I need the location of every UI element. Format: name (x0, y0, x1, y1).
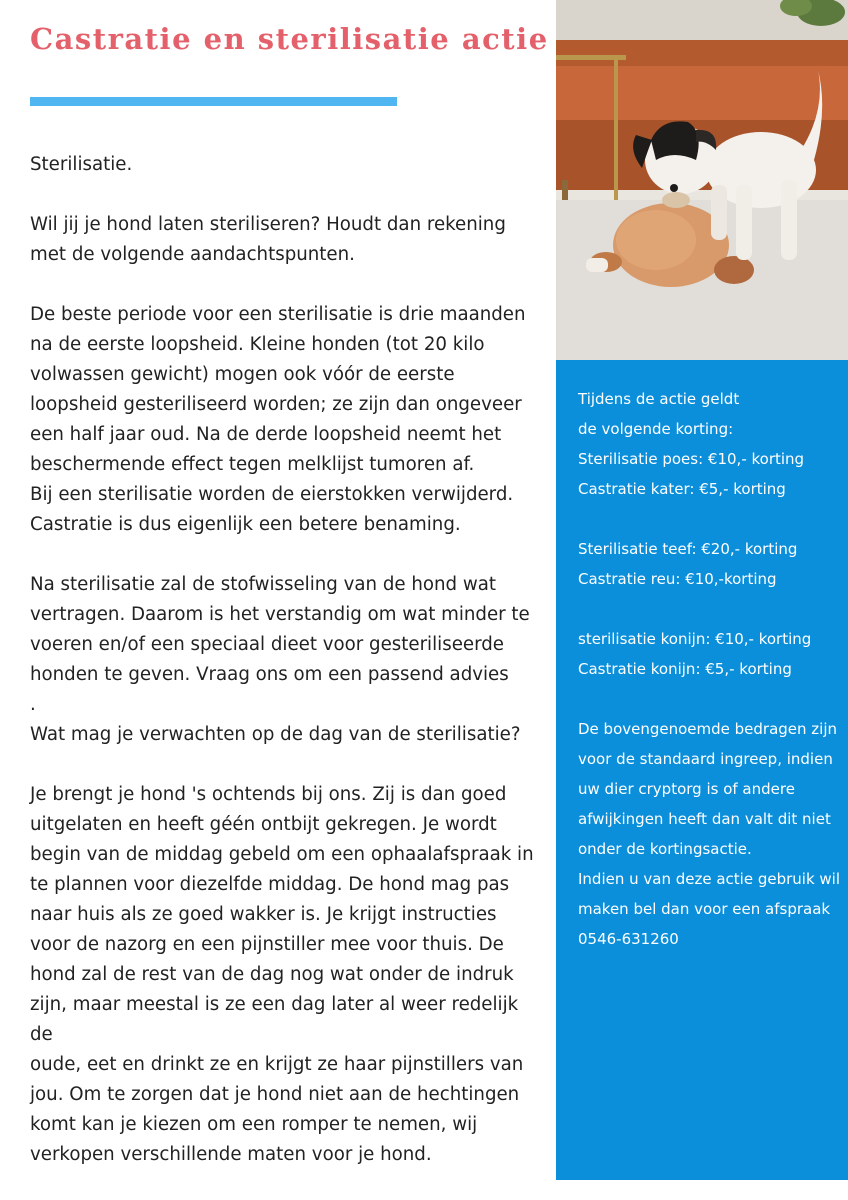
article-intro-paragraph: Wil jij je hond laten steriliseren? Houdt dan rekening met de volgende aandachtspunten. (30, 214, 506, 265)
title-accent-bar (30, 97, 397, 106)
article-metabolism-paragraph: Na sterilisatie zal de stofwisseling van de hond wat vertragen. Daarom is het verstandig om wat minder te voeren en/of een speciaal dieet voor gesteriliseerde honden te geven. Vraag ons om een passend advies . Wat mag je verwachten op de dag van de sterilisatie? (30, 574, 530, 745)
discount-panel (556, 360, 848, 1180)
discount-dogs: Sterilisatie teef: €20,- korting Castratie reu: €10,-korting (578, 540, 798, 588)
article-heading: Sterilisatie. (30, 154, 133, 175)
dog-photo (556, 0, 848, 360)
discount-text (578, 384, 843, 954)
article-timing-paragraph: De beste periode voor een sterilisatie is drie maanden na de eerste loopsheid. Kleine honden (tot 20 kilo volwassen gewicht) mogen ook vóór de eerste loopsheid gesteriliseerd worden; ze zijn dan ongeveer een half jaar oud. Na de derde loopsheid neemt het beschermende effect tegen melklijst tumoren af. Bij een sterilisatie worden de eierstokken verwijderd. Castratie is dus eigenlijk een betere benaming. (30, 304, 526, 535)
article-body (30, 150, 540, 1170)
page-title: Castratie en sterilisatie actie (30, 22, 549, 56)
article-day-of-paragraph: Je brengt je hond 's ochtends bij ons. Zij is dan goed uitgelaten en heeft géén ontbijt gekregen. Je wordt begin van de middag gebeld om een ophaalafspraak in te plannen voor diezelfde middag. De hond mag pas naar huis als ze goed wakker is. Je krijgt instructies voor de nazorg en een pijnstiller mee voor thuis. De hond zal de rest van de dag nog wat onder de indruk zijn, maar meestal is ze een dag later al weer redelijk de oude, eet en drinkt ze en krijgt ze haar pijnstillers van jou. Om te zorgen dat je hond niet aan de hechtingen komt kan je kiezen om een romper te nemen, wij verkopen verschillende maten voor je hond. (30, 784, 534, 1165)
discount-rabbits: sterilisatie konijn: €10,- korting Castratie konijn: €5,- korting (578, 630, 812, 678)
discount-intro: Tijdens de actie geldt de volgende korting: Sterilisatie poes: €10,- korting Castratie kater: €5,- korting (578, 390, 805, 498)
discount-conditions: De bovengenoemde bedragen zijn voor de standaard ingreep, indien uw dier cryptorg is of andere afwijkingen heeft dan valt dit niet onder de kortingsactie. Indien u van deze actie gebruik wil maken bel dan voor een afspraak 0546-631260 (578, 720, 841, 948)
